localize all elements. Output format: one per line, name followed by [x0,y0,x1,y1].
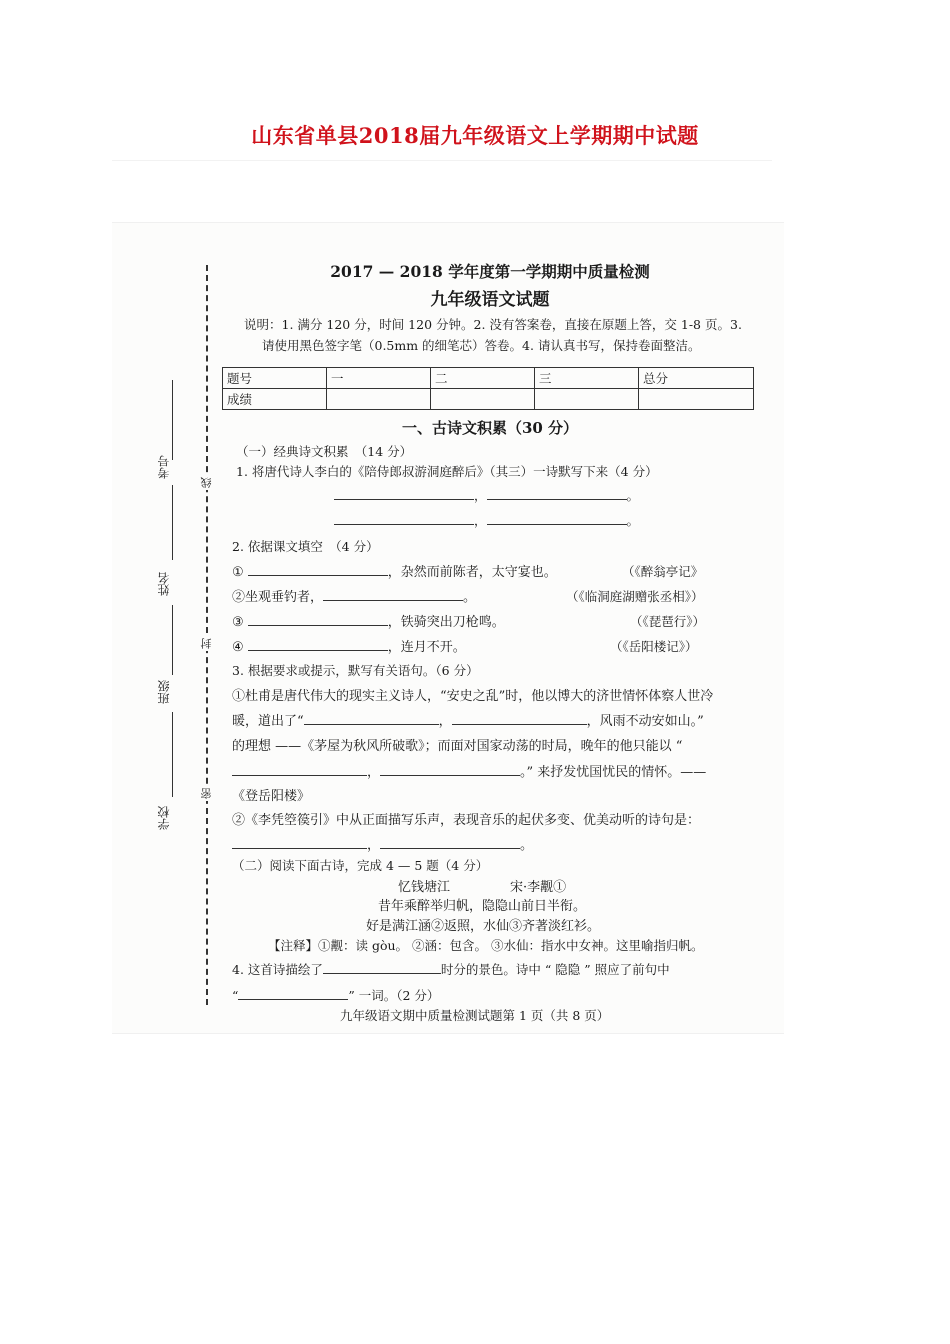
period: 。 [626,488,640,503]
poem-annotation: 【注释】①觏：读 gòu。 ②涵：包含。 ③水仙：指水中女神。这里喻指归帆。 [268,938,704,953]
text: 4. 这首诗描绘了 [232,962,323,977]
instructions-line2: 请使用黑色签字笔（0.5mm 的细笔芯）答卷。4. 请认真书写，保持卷面整洁。 [262,338,701,353]
text: ，风雨不动安如山。” [586,714,704,729]
binding-field-line [172,485,173,560]
binding-field-line [172,712,173,797]
q3-paragraph-line6: ②《李凭箜篌引》中从正面描写乐声，表现音乐的起伏多变、优美动听的诗句是： [232,813,701,828]
text: “ [232,988,239,1003]
poem-line-1: 昔年乘醉举归帆，隐隐山前日半衔。 [378,899,587,914]
answer-blank[interactable] [487,512,627,525]
poem-title: 忆钱塘江 [398,880,451,895]
comma: ， [474,488,487,503]
q3-paragraph-line3: 的理想 ——《茅屋为秋风所破歌》；而面对国家动荡的时局，晚年的他只能以 “ [232,739,683,754]
score-table [222,367,754,410]
score-cell[interactable] [327,389,431,410]
score-cell-header: 一 [327,368,431,389]
q3-paragraph-line1: ①杜甫是唐代伟大的现实主义诗人，“安史之乱”时，他以博大的济世情怀体察人世冷 [232,689,714,704]
q3-paragraph-line7 [232,834,533,853]
item-text: ，连月不开。 [387,640,466,655]
binding-field-line [172,380,173,460]
question-4-line1 [232,960,670,978]
answer-blank[interactable] [323,961,441,974]
binding-label-class: 班级 [157,680,171,704]
q2-item-4-source: （《岳阳楼记》） [610,639,698,654]
q2-item-2 [232,586,476,605]
q2-item-1-source: （《醉翁亭记》 [622,564,704,579]
item-mark: ③ [232,615,244,630]
period: 。 [626,513,640,528]
text: 时分的景色。诗中 “ 隐隐 ” 照应了前句中 [440,962,670,977]
answer-blank[interactable] [232,836,367,849]
answer-blank[interactable] [238,987,348,1000]
q2-item-3-source: （《琵琶行》） [630,614,706,629]
text: 。” 来抒发忧国忧民的情怀。—— [520,765,707,780]
answer-blank[interactable] [452,712,587,725]
score-cell-header: 三 [535,368,639,389]
item-text: 坐观垂钓者， [245,590,324,605]
question-4-line2 [232,986,439,1004]
q2-item-3 [232,611,505,630]
score-cell[interactable] [639,389,754,410]
page-footer: 九年级语文期中质量检测试题第 1 页（共 8 页） [340,1008,610,1023]
exam-header-line1: 2017 — 2018 学年度第一学期期中质量检测 [330,262,650,281]
binding-mark-secret: 密 [200,788,213,799]
binding-mark-seal: 封 [200,638,213,649]
section1-title: 一、古诗文积累（30 分） [401,419,579,437]
score-table-score-row [223,389,754,410]
poem-line-2: 好是满江涵②返照，水仙③齐著淡红衫。 [366,919,601,934]
text: ” 一词。（2 分） [348,988,440,1003]
answer-blank[interactable] [248,613,388,626]
score-table-header-row [223,368,754,389]
binding-dashed-line [206,265,208,1005]
instructions-line1: 说明：1. 满分 120 分，时间 120 分钟。2. 没有答案卷，直接在原题上答，交 1-8 页。3. [244,317,742,332]
answer-blank[interactable] [380,836,520,849]
exam-header-line2: 九年级语文试题 [430,290,550,310]
text: ， [438,714,452,729]
answer-blank[interactable] [248,563,388,576]
answer-blank[interactable] [248,638,388,651]
answer-blank[interactable] [304,712,439,725]
binding-mark-line: 线 [200,477,213,488]
item-text: ，铁骑突出刀枪鸣。 [387,615,505,630]
score-cell[interactable] [535,389,639,410]
q3-paragraph-line2 [232,710,704,729]
score-cell-label: 成绩 [223,389,327,410]
question-2: 2. 依据课文填空 （4 分） [232,539,379,554]
text: ， [367,765,381,780]
item-text: ，杂然而前陈者，太守宴也。 [387,565,557,580]
item-tail: 。 [463,590,477,605]
answer-blank[interactable] [487,487,627,500]
comma: ， [474,513,487,528]
poem-author: 宋·李觏① [510,880,567,895]
item-mark: ④ [232,640,244,655]
question-1: 1. 将唐代诗人李白的《陪侍郎叔游洞庭醉后》（其三）一诗默写下来（4 分） [236,464,658,479]
score-cell-header: 总分 [639,368,754,389]
subsection1-title: （一）经典诗文积累 （14 分） [236,444,413,459]
subsection2-title: （二）阅读下面古诗，完成 4 — 5 题（4 分） [232,858,489,873]
score-cell-header: 二 [431,368,535,389]
answer-blank[interactable] [380,763,520,776]
q3-paragraph-line5: 《登岳阳楼》 [232,789,311,804]
answer-blank[interactable] [334,512,474,525]
text: ， [367,838,381,853]
answer-blank[interactable] [334,487,474,500]
q1-answer-line1[interactable] [334,486,639,504]
q2-item-4 [232,636,466,655]
text: 。 [520,838,534,853]
answer-blank[interactable] [232,763,367,776]
document-title: 山东省单县2018届九年级语文上学期期中试题 [251,123,699,148]
item-mark: ① [232,565,244,580]
text: 暖，道出了“ [232,714,304,729]
binding-field-line [172,605,173,675]
score-cell[interactable] [431,389,535,410]
answer-blank[interactable] [323,588,463,601]
binding-label-school: 学校 [157,806,171,830]
q3-paragraph-line4 [232,761,706,780]
q2-item-1 [232,561,557,580]
binding-label-name: 姓名 [157,572,171,596]
title-divider [112,160,772,161]
score-cell-header: 题号 [223,368,327,389]
question-3: 3. 根据要求或提示，默写有关语句。（6 分） [232,663,479,678]
item-mark: ② [232,590,246,605]
binding-label-exam-number: 考号 [157,455,171,479]
q1-answer-line2[interactable] [334,511,639,529]
q2-item-2-source: （《临洞庭湖赠张丞相》） [566,589,704,604]
